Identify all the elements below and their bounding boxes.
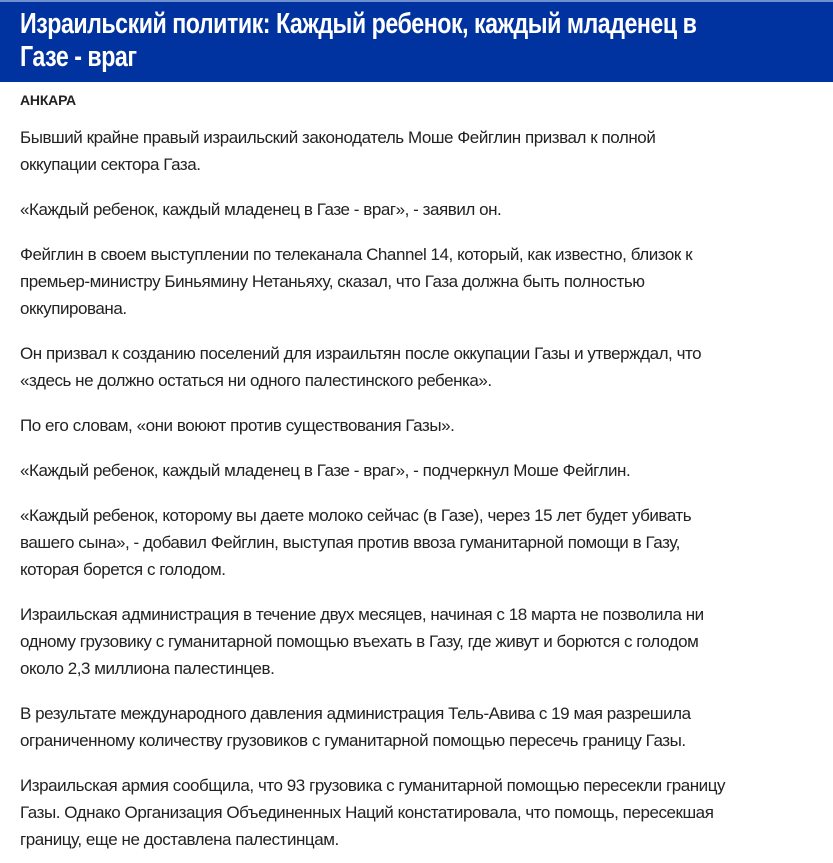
article-title: Израильский политик: Каждый ребенок, каждый младенец в Газе - враг	[20, 8, 697, 73]
paragraph: Бывший крайне правый израильский законодатель Моше Фейглин призвал к полной оккупации сектора Газа.	[20, 128, 656, 174]
dateline-city: АНКАРА	[20, 92, 76, 108]
paragraph: «Каждый ребенок, каждый младенец в Газе - враг», - подчеркнул Моше Фейглин.	[20, 461, 631, 480]
paragraph: По его словам, «они воюют против существования Газы».	[20, 416, 455, 435]
paragraph: Фейглин в своем выступлении по телеканала Channel 14, который, как известно, близок к премьер-министру Биньямину Нетаньяху, сказал, что Газа должна быть полностью оккупирована.	[20, 245, 693, 318]
paragraph: «Каждый ребенок, которому вы даете молоко сейчас (в Газе), через 15 лет будет убивать вашего сына», - добавил Фейглин, выступая против ввоза гуманитарной помощи в Газу, которая борется с голодом.	[20, 506, 692, 579]
paragraph: Израильская администрация в течение двух месяцев, начиная с 18 марта не позволила ни одному грузовику с гуманитарной помощью въехать в Газу, где живут и борются с голодом около 2,3 миллиона палестинцев.	[20, 605, 704, 678]
article-body	[0, 92, 833, 863]
paragraph: «Каждый ребенок, каждый младенец в Газе - враг», - заявил он.	[20, 200, 502, 219]
article-header	[0, 0, 833, 82]
paragraph: Израильская армия сообщила, что 93 грузовика с гуманитарной помощью пересекли границу Газы. Однако Организация Объединенных Наций констатировала, что помощь, пересекшая границу, еще не доставлена палестинцам.	[20, 776, 726, 849]
paragraph: Он призвал к созданию поселений для израильтян после оккупации Газы и утверждал, что «здесь не должно остаться ни одного палестинского ребенка».	[20, 344, 702, 390]
paragraph: В результате международного давления администрация Тель-Авива с 19 мая разрешила ограниченному количеству грузовиков с гуманитарной помощью пересечь границу Газы.	[20, 704, 691, 750]
